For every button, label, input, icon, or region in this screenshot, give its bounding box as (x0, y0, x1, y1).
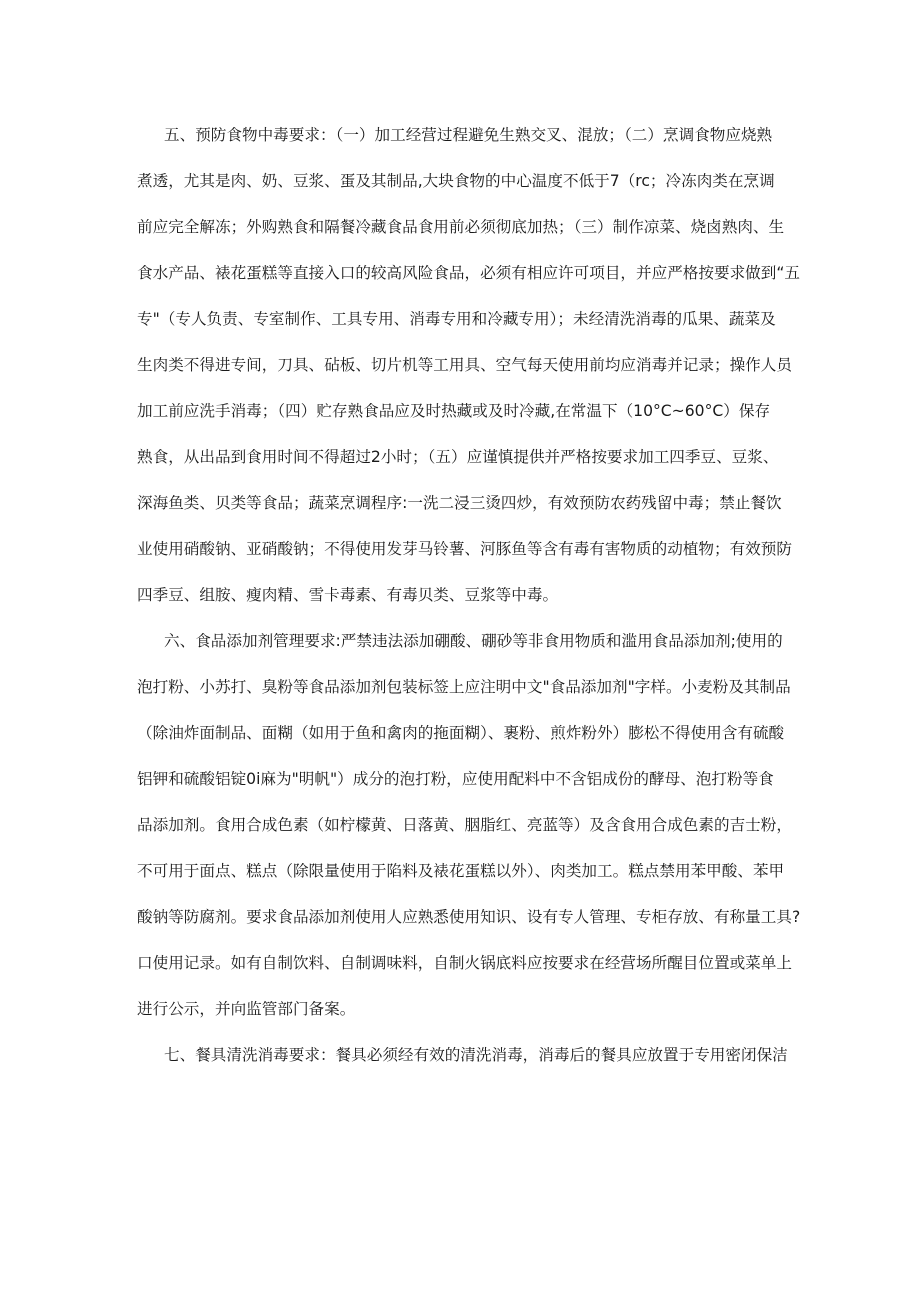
text-line: 品添加剂。食用合成色素（如柠檬黄、日落黄、胭脂红、亮蓝等）及含食用合成色素的吉士粉， (137, 816, 792, 834)
text-line: 前应完全解冻；外购熟食和隔餐冷藏食品食用前必须彻底加热；（三）制作凉菜、烧卤熟肉、生 (137, 218, 785, 236)
text-line: （除油炸面制品、面糊（如用于鱼和禽肉的拖面糊）、裹粉、煎炸粉外）膨松不得使用含有硫酸 (137, 724, 785, 742)
text-line: 进行公示，并向监管部门备案。 (137, 1000, 356, 1018)
text-line: 口使用记录。如有自制饮料、自制调味料，自制火锅底料应按要求在经营场所醒目位置或菜单上 (137, 954, 792, 972)
text-line: 专"（专人负责、专室制作、工具专用、消毒专用和冷藏专用）；未经清洗消毒的瓜果、蔬菜及 (137, 310, 776, 328)
text-line: 五、预防食物中毒要求：（一）加工经营过程避免生熟交叉、混放；（二）烹调食物应烧熟 (164, 126, 773, 144)
text-line: 深海鱼类、贝类等食品；蔬菜烹调程序:一洗二浸三烫四炒，有效预防农药残留中毒；禁止餐饮 (137, 494, 782, 512)
text-line: 铝钾和硫酸铝锭0i麻为"明帆"）成分的泡打粉，应使用配料中不含铝成份的酵母、泡打粉等食 (137, 770, 774, 788)
text-line: 熟食，从出品到食用时间不得超过2小时；（五）应谨慎提供并严格按要求加工四季豆、豆浆、 (137, 448, 779, 466)
text-line: 不可用于面点、糕点（除限量使用于陷料及裱花蛋糕以外）、肉类加工。糕点禁用苯甲酸、苯甲 (137, 862, 785, 880)
text-line: 食水产品、裱花蛋糕等直接入口的较高风险食品，必须有相应许可项目，并应严格按要求做到“五 (137, 264, 801, 282)
text-line: 酸钠等防腐剂。要求食品添加剂使用人应熟悉使用知识、设有专人管理、专柜存放、有称量工具? (137, 908, 801, 926)
text-line: 六、食品添加剂管理要求:严禁违法添加硼酸、硼砂等非食用物质和滥用食品添加剂;使用的 (164, 632, 783, 650)
text-line: 煮透，尤其是肉、奶、豆浆、蛋及其制品,大块食物的中心温度不低于7（rc；冷冻肉类在烹调 (137, 172, 775, 190)
text-line: 四季豆、组胺、瘦肉精、雪卡毒素、有毒贝类、豆浆等中毒。 (137, 586, 559, 604)
text-line: 加工前应洗手消毒；（四）贮存熟食品应及时热藏或及时冷藏,在常温下（10°C~60°C）保存 (137, 402, 771, 420)
text-line: 业使用硝酸钠、亚硝酸钠；不得使用发芽马铃薯、河豚鱼等含有毒有害物质的动植物；有效预防 (137, 540, 792, 558)
text-line: 泡打粉、小苏打、臭粉等食品添加剂包装标签上应注明中文"食品添加剂"字样。小麦粉及其制品 (137, 678, 791, 696)
text-line: 七、餐具清洗消毒要求：餐具必须经有效的清洗消毒，消毒后的餐具应放置于专用密闭保洁 (164, 1046, 788, 1064)
text-line: 生肉类不得进专间，刀具、砧板、切片机等工用具、空气每天使用前均应消毒并记录；操作人员 (137, 356, 792, 374)
